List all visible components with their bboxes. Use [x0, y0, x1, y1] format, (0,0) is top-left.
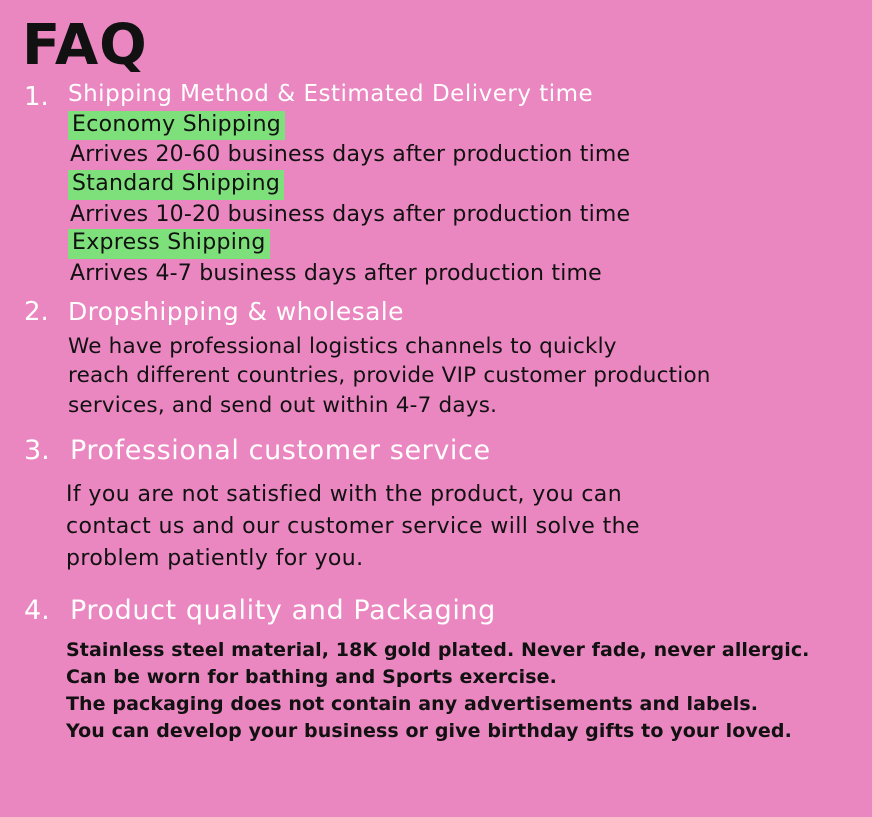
faq-item-customer-service [18, 435, 856, 575]
page-title: FAQ [22, 13, 148, 78]
list-item [68, 229, 856, 259]
faq-item-heading: Professional customer service [70, 434, 491, 466]
faq-item-number: 4. [24, 594, 50, 626]
list-item: Arrives 10-20 business days after production time [70, 201, 631, 227]
list-item [68, 170, 856, 200]
body-line: You can develop your business or give birthday gifts to your loved. [66, 719, 792, 742]
body-line: Stainless steel material, 18K gold plated. Never fade, never allergic. [66, 639, 810, 662]
faq-item-body [68, 332, 856, 421]
body-line: reach different countries, provide VIP customer production [68, 363, 711, 389]
body-line: Can be worn for bathing and Sports exercise. [66, 665, 557, 688]
body-line: The packaging does not contain any advertisements and labels. [66, 692, 759, 715]
faq-item-shipping-method [18, 80, 856, 289]
faq-item-dropshipping [18, 297, 856, 421]
faq-item-body [66, 479, 856, 575]
faq-item-product-quality [18, 595, 856, 745]
faq-item-number: 3. [24, 434, 50, 466]
faq-item-heading: Shipping Method & Estimated Delivery time [68, 81, 594, 107]
shipping-option-label: Economy Shipping [68, 111, 285, 141]
faq-item-heading: Dropshipping & wholesale [68, 296, 404, 326]
body-line: contact us and our customer service will solve the [66, 513, 640, 539]
body-line: services, and send out within 4-7 days. [68, 392, 498, 418]
faq-item-body [66, 637, 856, 745]
list-item: Arrives 4-7 business days after production time [70, 260, 602, 286]
faq-item-number: 1. [24, 82, 49, 112]
body-line: If you are not satisfied with the product, you can [66, 481, 623, 507]
faq-item-heading: Product quality and Packaging [70, 594, 496, 626]
list-item: Arrives 20-60 business days after production time [70, 142, 631, 168]
shipping-option-label: Express Shipping [68, 229, 270, 259]
body-line: problem patiently for you. [66, 545, 364, 571]
shipping-option-label: Standard Shipping [68, 170, 284, 200]
list-item [68, 111, 856, 141]
shipping-options-list [68, 111, 856, 289]
body-line: We have professional logistics channels to quickly [68, 333, 617, 359]
faq-item-number: 2. [24, 296, 49, 327]
